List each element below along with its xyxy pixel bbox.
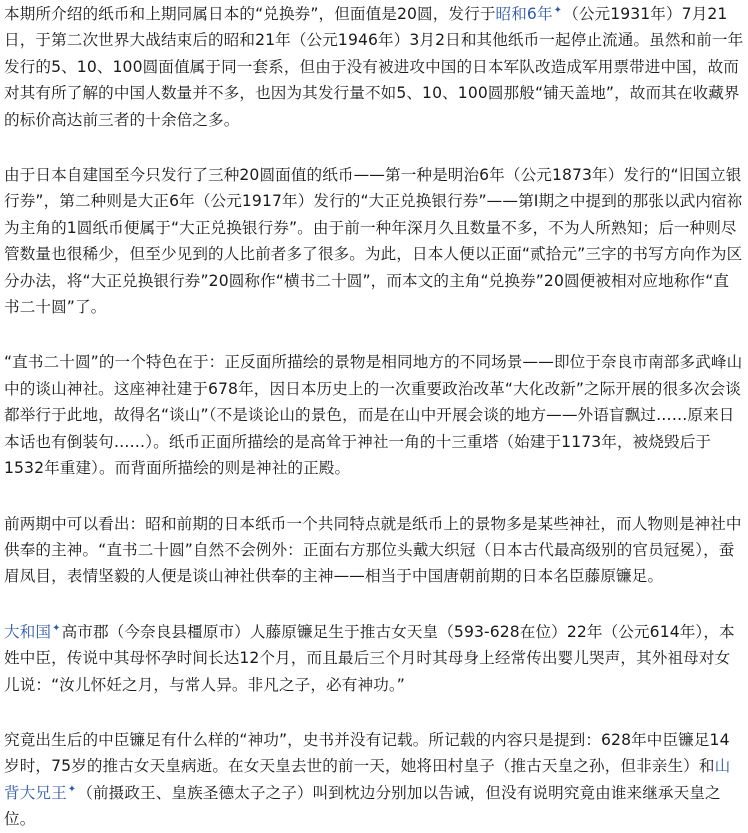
paragraph-3: [4, 349, 744, 481]
paragraph-text: 前两期中可以看出：昭和前期的日本纸币一个共同特点就是纸币上的景物多是某些神社，而人物则是神社中供奉的主神。“直书二十圆”自然不会例外：正面右方那位头戴大织冠（日本古代最高级别的官员冠冕），蚕眉凤目，表情坚毅的人便是谈山神社供奉的主神——相当于中国唐朝前期的日本名臣藤原镰足。: [4, 514, 742, 586]
sparkle-icon: ✦: [67, 783, 77, 795]
link-yamato[interactable]: 大和国: [4, 622, 52, 641]
paragraph-5: [4, 619, 744, 698]
article-body: [0, 1, 744, 833]
paragraph-text: 究竟出生后的中臣镰足有什么样的“神功”，史书并没有记载。所记载的内容只是提到：628年中臣镰足14岁时，75岁的推古女天皇病逝。在女天皇去世的前一天，她将田村皇子（推古天皇之孙，但非亲生）和: [4, 730, 730, 776]
paragraph-text: 由于日本自建国至今只发行了三种20圆面值的纸币——第一种是明治6年（公元1873年）发行的“旧国立银行券”，第二种则是大正6年（公元1917年）发行的“大正兑换银行券”——第Ⅰ期之中提到的那张以武内宿祢为主角的1圆纸币便属于“大正兑换银行券”。由于前一种年深月久且数量不多，不为人所熟知；后一种则尽管数量也很稀少，但至少见到的人比前者多了很多。为此，日本人便以正面“贰拾元”三字的书写方向作为区分办法，将“大正兑换银行券”20圆称作“横书二十圆”，而本文的主角“兑换券”20圆便被相对应地称作“直书二十圆”了。: [4, 166, 743, 317]
sparkle-icon: ✦: [553, 4, 563, 16]
paragraph-text: （公元1931年）7月21日，于第二次世界大战结束后的昭和21年（公元1946年）3月2日和其他纸币一起停止流通。虽然和前一年发行的5、10、100圆面值属于同一套系，但由于没有被进攻中国的日本军队改造成军用票带进中国，故而对其有所了解的中国人数量并不多，也因为其发行量不如5、10、100圆那般“铺天盖地”，故而其在收藏界的标价高达前三者的十余倍之多。: [4, 5, 744, 129]
paragraph-6: [4, 727, 744, 833]
paragraph-1: [4, 1, 744, 133]
sparkle-icon: ✦: [52, 622, 61, 634]
link-yamashiro-oe[interactable]: 山背大兄王: [4, 757, 731, 802]
link-showa-6[interactable]: 昭和6年: [495, 5, 553, 23]
paragraph-4: [4, 511, 744, 590]
paragraph-2: [4, 162, 744, 320]
paragraph-text: “直书二十圆”的一个特色在于：正反面所描绘的景物是相同地方的不同场景——即位于奈良市南部多武峰山中的谈山神社。这座神社建于678年，因日本历史上的一次重要政治改革“大化改新”之际开展的很多次会谈都举行于此地，故得名“谈山”（不是谈论山的景色，而是在山中开展会谈的地方——外语盲飘过……原来日本话也有倒装句……）。纸币正面所描绘的是高耸于神社一角的十三重塔（始建于1173年，被烧毁后于1532年重建）。而背面所描绘的则是神社的正殿。: [4, 353, 743, 478]
paragraph-text: （前摄政王、皇族圣德太子之子）叫到枕边分别加以告诫，但没有说明究竟由谁来继承天皇之位。: [4, 783, 721, 829]
paragraph-text: 高市郡（今奈良县橿原市）人藤原镰足生于推古女天皇（593-628在位）22年（公元614年），本姓中臣，传说中其母怀孕时间长达12个月，而且最后三个月时其母身上经常传出婴儿哭声，其外祖母对女儿说：“汝儿怀妊之月，与常人异。非凡之子，必有神功。”: [4, 622, 735, 694]
paragraph-text: 本期所介绍的纸币和上期同属日本的“兑换券”，但面值是20圆，发行于: [4, 5, 496, 23]
